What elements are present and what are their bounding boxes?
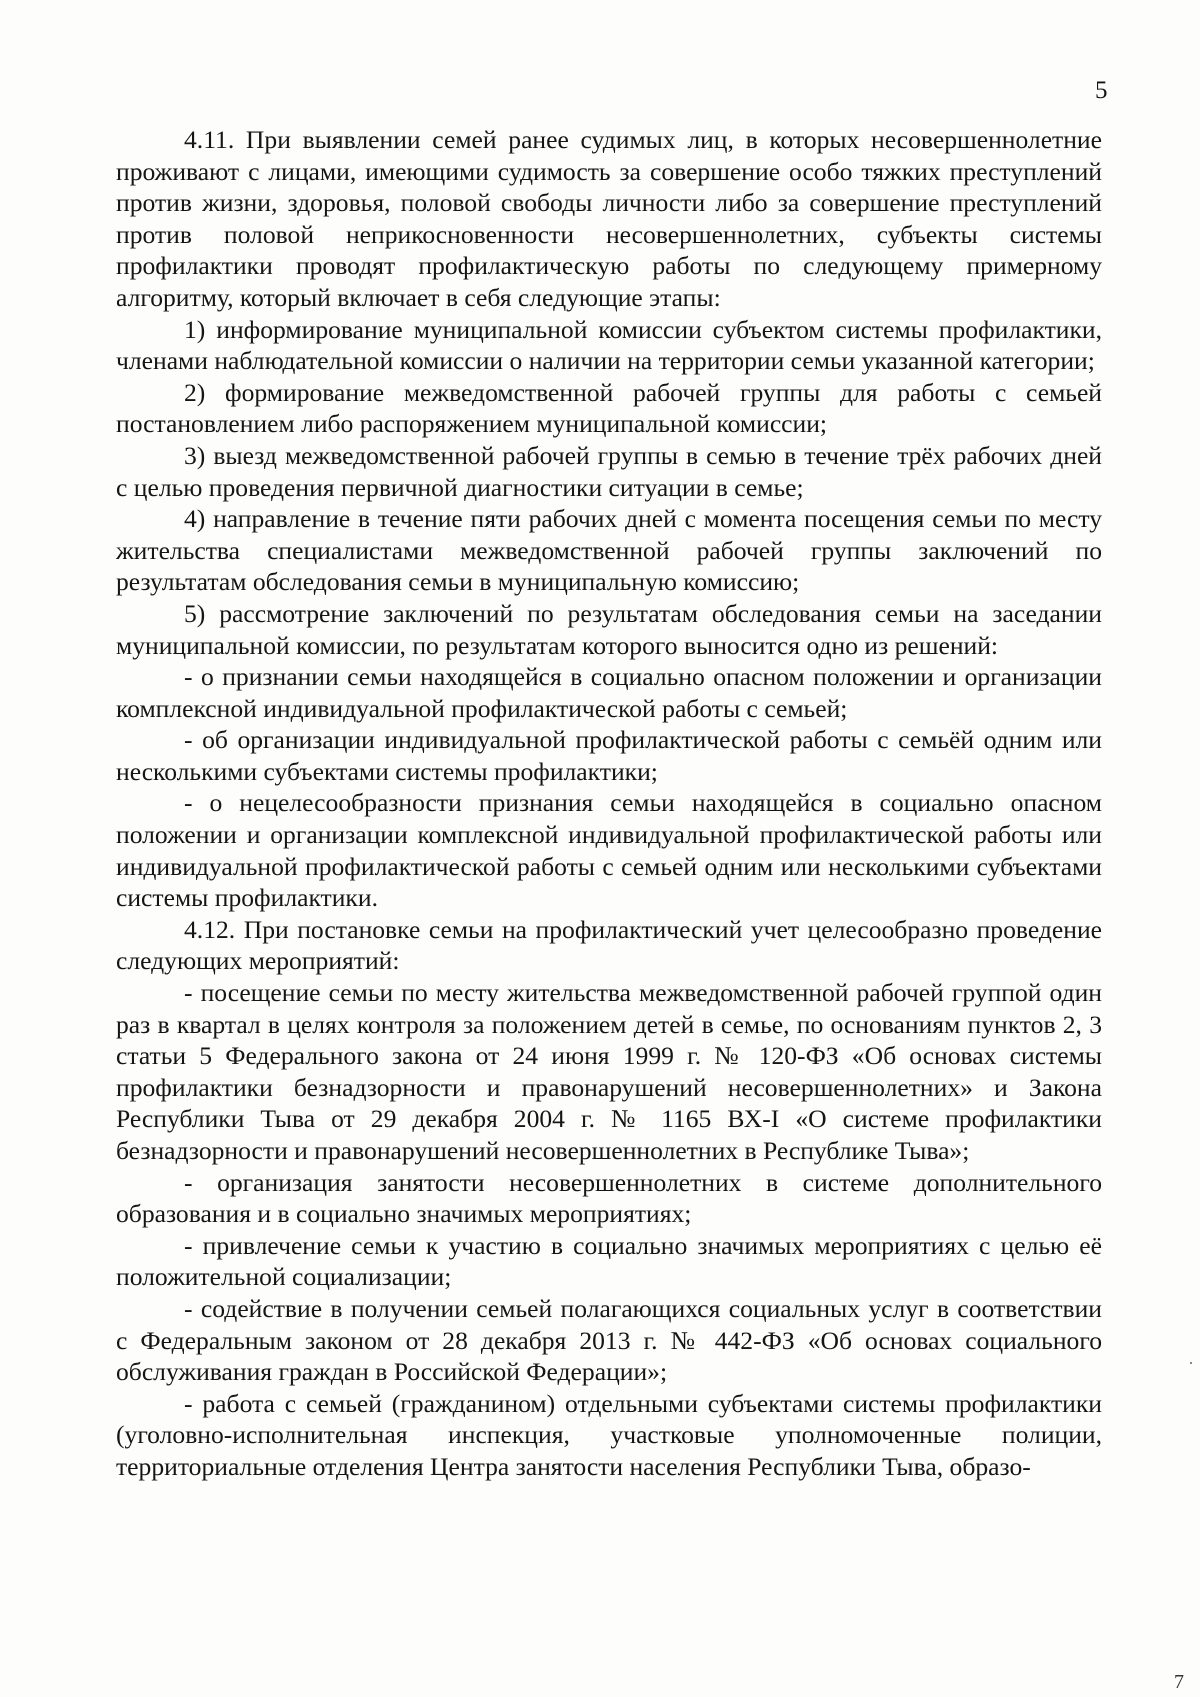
corner-mark: 7 (1174, 1671, 1184, 1693)
paragraph-4-12: 4.12. При постановке семьи на профилактический учет целесообразно проведение следующих мероприятий: (116, 914, 1102, 976)
paragraph-step-4: 4) направление в течение пяти рабочих дней с момента посещения семьи по месту жительства специалистами межведомственной рабочей группы заключений по результатам обследования семьи в муниципальную комиссию; (116, 504, 1102, 597)
paragraph-4-11: 4.11. При выявлении семей ранее судимых лиц, в которых несовершеннолетние проживают с лицами, имеющими судимость за совершение особо тяжких преступлений против жизни, здоровья, половой свободы личности либо за совершение преступлений против половой неприкосновенности несовершеннолетних, субъекты системы профилактики проводят профилактическую работы по следующему примерному алгоритму, который включает в себя следующие этапы: (116, 125, 1102, 312)
paragraph-measure-5: - работа с семьей (гражданином) отдельными субъектами системы профилактики (уголовно-исполнительная инспекция, участковые уполномоченные полиции, территориальные отделения Центра занятости населения Республики Тыва, образо- (116, 1388, 1102, 1481)
paragraph-step-5: 5) рассмотрение заключений по результатам обследования семьи на заседании муниципальной комиссии, по результатам которого выносится одно из решений: (116, 598, 1102, 660)
page-number: 5 (1095, 77, 1108, 104)
paragraph-measure-3: - привлечение семьи к участию в социально значимых мероприятиях с целью её положительной социализации; (116, 1230, 1102, 1292)
scan-speck (1190, 1362, 1192, 1364)
paragraph-step-3: 3) выезд межведомственной рабочей группы в семью в течение трёх рабочих дней с целью проведения первичной диагностики ситуации в семье; (116, 440, 1102, 502)
document-body (116, 124, 1102, 1483)
paragraph-decision-2: - об организации индивидуальной профилактической работы с семьёй одним или несколькими субъектами системы профилактики; (116, 725, 1102, 786)
paragraph-step-1: 1) информирование муниципальной комиссии субъектом системы профилактики, членами наблюдательной комиссии о наличии на территории семьи указанной категории; (116, 314, 1102, 376)
paragraph-measure-1: - посещение семьи по месту жительства межведомственной рабочей группой один раз в квартал в целях контроля за положением детей в семье, по основаниям пунктов 2, 3 статьи 5 Федерального закона от 24 июня 1999 г. № 120-ФЗ «Об основах системы профилактики безнадзорности и правонарушений несовершеннолетних» и Закона Республики Тыва от 29 декабря 2004 г. № 1165 ВХ-I «О системе профилактики безнадзорности и правонарушений несовершеннолетних в Республике Тыва»; (116, 978, 1102, 1165)
paragraph-step-2: 2) формирование межведомственной рабочей группы для работы с семьей постановлением либо распоряжением муниципальной комиссии; (116, 377, 1102, 439)
paragraph-decision-1: - о признании семьи находящейся в социально опасном положении и организации комплексной индивидуальной профилактической работы с семьей; (116, 662, 1102, 723)
paragraph-measure-2: - организация занятости несовершеннолетних в системе дополнительного образования и в социально значимых мероприятиях; (116, 1167, 1102, 1229)
paragraph-measure-4: - содействие в получении семьей полагающихся социальных услуг в соответствии с Федеральным законом от 28 декабря 2013 г. № 442-ФЗ «Об основах социального обслуживания граждан в Российской Федерации»; (116, 1293, 1102, 1387)
paragraph-decision-3: - о нецелесообразности признания семьи находящейся в социально опасном положении и организации комплексной индивидуальной профилактической работы или индивидуальной профилактической работы с семьей одним или несколькими субъектами системы профилактики. (116, 788, 1102, 913)
